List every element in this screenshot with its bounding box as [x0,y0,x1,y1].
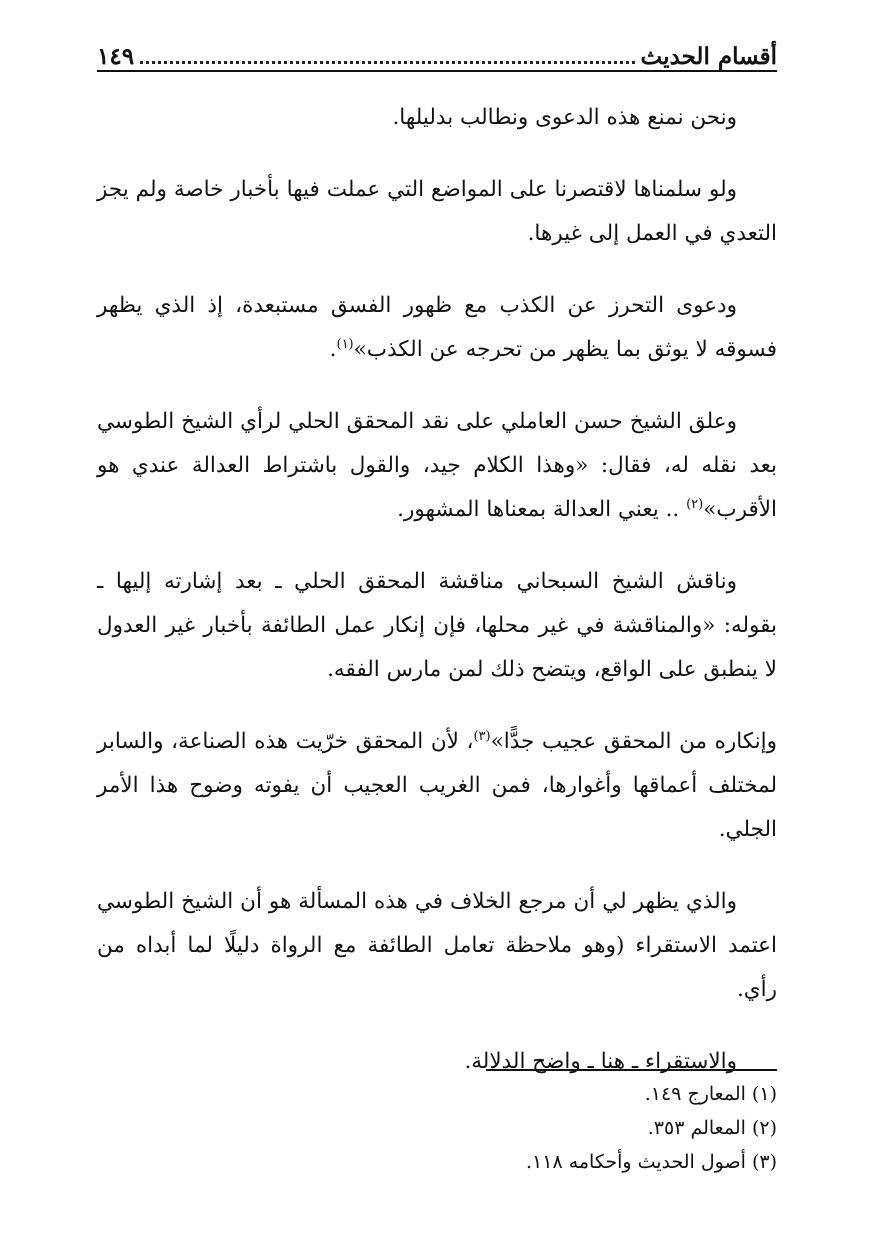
footnote-1: (١) المعارج ١٤٩. [644,1083,777,1105]
footnote-ref-3[interactable]: (٣) [473,728,491,744]
paragraph-6: وإنكاره من المحقق عجيب جدًّا»$^{(٣)}$، لأن المحقق خرّيت هذه الصناعة، والسابر لمختلف أعماقها وأغوارها، فمن الغريب العجيب أن يفوته وضوح هذا الأمر الجلي. [97,728,777,842]
footnote-3: (٣) أصول الحديث وأحكامه ١١٨. [525,1151,777,1173]
paragraph-3: ودعوى التحرز عن الكذب مع ظهور الفسق مستبعدة، إذ الذي يظهر فسوقه لا يوثق بما يظهر من تحرجه عن الكذب»$^{(١)}$. [97,293,777,362]
paragraph-7: والذي يظهر لي أن مرجع الخلاف في هذه المسألة هو أن الشيخ الطوسي اعتمد الاستقراء (وهو ملاحظة تعامل الطائفة مع الرواة دليلًا لما أبداه من رأي. [97,889,777,1002]
body-text [97,96,777,1112]
header-leader-dots [140,61,634,64]
page-number: ١٤٩ [97,43,135,70]
footnotes [97,1077,777,1179]
paragraph-2: ولو سلمناها لاقتصرنا على المواضع التي عملت فيها بأخبار خاصة ولم يجز التعدي في العمل إلى غيرها. [97,177,777,246]
running-header [97,36,777,70]
paragraph-8: والاستقراء ـ هنا ـ واضح الدلالة. [464,1049,737,1074]
header-rule [97,70,777,72]
paragraph-4: وعلق الشيخ حسن العاملي على نقد المحقق الحلي لرأي الشيخ الطوسي بعد نقله له، فقال: «وهذا الكلام جيد، والقول باشتراط العدالة عندي هو الأقرب»$^{(٢)}$ .. يعني العدالة بمعناها المشهور. [97,409,777,522]
paragraph-5: وناقش الشيخ السبحاني مناقشة المحقق الحلي ـ بعد إشارته إليها ـ بقوله: «والمناقشة في غير محلها، فإن إنكار عمل الطائفة بأخبار غير العدول لا ينطبق على الواقع، ويتضح ذلك لمن مارس الفقه. [97,569,777,682]
footnote-separator [486,1069,777,1071]
chapter-title: أقسام الحديث [640,43,777,70]
paragraph-1: ونحن نمنع هذه الدعوى ونطالب بدليلها. [392,105,737,130]
footnote-ref-1[interactable]: (١) [336,336,354,352]
footnote-ref-2[interactable]: (٢) [686,496,704,512]
footnote-2: (٢) المعالم ٣٥٣. [647,1117,777,1139]
